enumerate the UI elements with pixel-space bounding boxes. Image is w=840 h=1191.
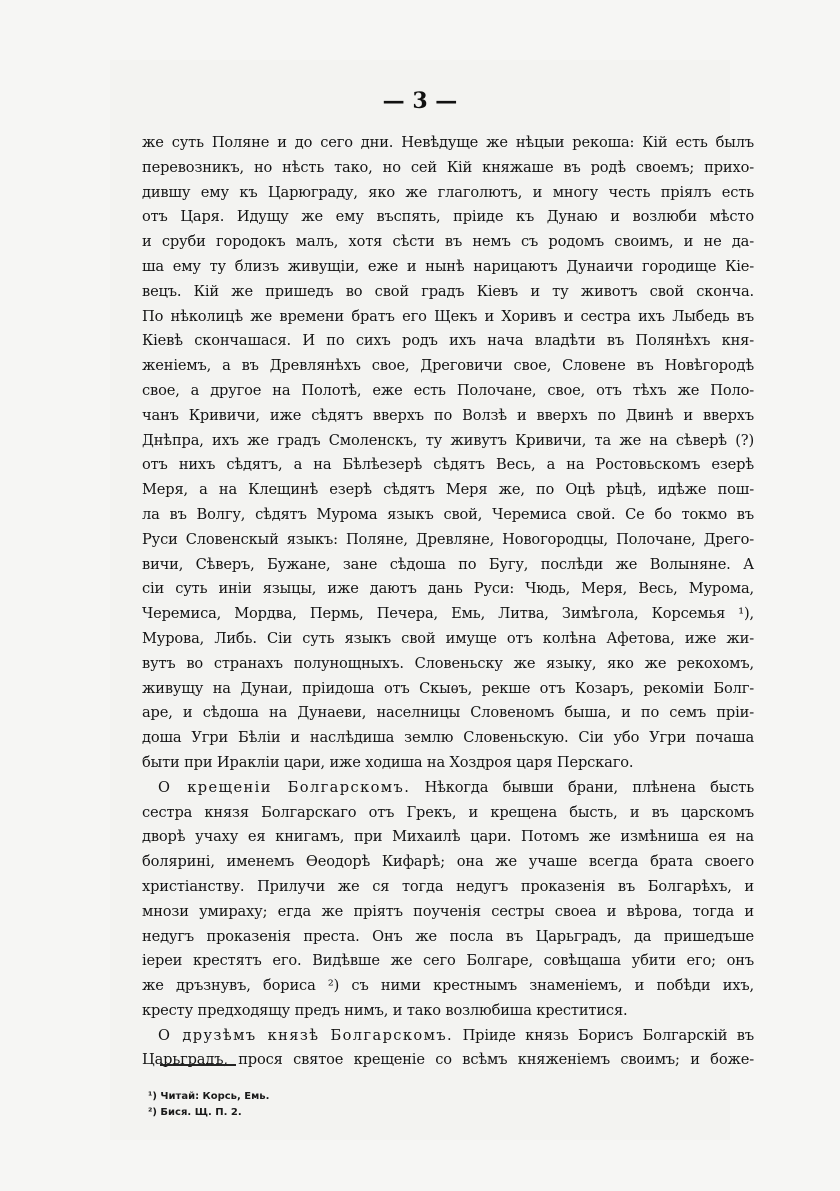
text-line: вутъ во странахъ полунощныхъ. Словеньску же языку, яко же рекохомъ, bbox=[142, 654, 754, 672]
text-line: свое, а другое на Полотѣ, еже есть Полочане, свое, отъ тѣхъ же Поло- bbox=[142, 381, 754, 399]
text-line: ша ему ту близъ живущіи, еже и нынѣ нарицаютъ Дунаичи городище Кіе- bbox=[142, 257, 754, 275]
text-line-fragment: Нѣкогда бывши брани, плѣнена бысть bbox=[424, 778, 754, 796]
text-line: чанъ Кривичи, иже сѣдятъ вверхъ по Волзѣ и вверхъ по Двинѣ и вверхъ bbox=[142, 406, 754, 424]
text-line: отъ нихъ сѣдятъ, а на Бѣлѣезерѣ сѣдятъ Весь, а на Ростовьскомъ езерѣ bbox=[142, 456, 754, 474]
text-line: сестра князя Болгарскаго отъ Грекъ, и крещена бысть, и въ царскомъ bbox=[142, 803, 754, 821]
text-line: іереи крестятъ его. Видѣвше же сего Болгаре, совѣщаша убити его; онъ bbox=[142, 952, 754, 970]
text-line: Руси Словенскый языкъ: Поляне, Древляне, Новогородцы, Полочане, Дрего- bbox=[142, 530, 754, 548]
text-line: Царьградъ, прося святое крещеніе со всѣмъ княженіемъ своимъ; и боже- bbox=[142, 1051, 754, 1069]
text-line: отъ Царя. Идущу же ему въспять, пріиде къ Дунаю и возлюби мѣсто bbox=[142, 208, 754, 226]
text-line: быти при Иракліи цари, иже ходиша на Хоздроя царя Перскаго. bbox=[142, 753, 634, 771]
text-line: же дръзнувъ, бориса ²) съ ними крестнымъ знаменіемъ, и побѣди ихъ, bbox=[142, 977, 754, 995]
text-line: вецъ. Кій же пришедъ во свой градъ Кіевъ и ту животъ свой скончa. bbox=[142, 282, 754, 300]
text-line: Черемиса, Мордва, Пермь, Печера, Емь, Литва, Зимѣгола, Корсемья ¹), bbox=[142, 605, 754, 623]
text-line: христіанству. Прилучи же ся тогда недугъ проказенія въ Болгарѣхъ, и bbox=[142, 877, 754, 895]
section-heading-baptism: О крещеніи Болгарскомъ. bbox=[158, 778, 411, 796]
text-line: же суть Поляне и до сего дни. Невѣдуще же нѣцыи рекоша: Кій есть былъ bbox=[142, 134, 754, 151]
footnote-2: ²) Бися. Щ. П. 2. bbox=[148, 1107, 242, 1118]
text-line: женіемъ, а въ Древлянѣхъ свое, Дреговичи свое, Словене въ Новѣгородѣ bbox=[142, 357, 754, 375]
text-line: Кіевѣ скончашася. И по сихъ родъ ихъ нача владѣти въ Полянѣхъ кня- bbox=[142, 332, 754, 350]
text-line: Мурова, Либь. Сіи суть языкъ свой имуще отъ колѣна Афетова, иже жи- bbox=[142, 629, 754, 647]
text-line: сіи суть иніи языцы, иже даютъ дань Руси: Чюдь, Меря, Весь, Мурома, bbox=[142, 580, 754, 598]
page-number: — 3 — bbox=[382, 88, 458, 114]
text-line: перевозникъ, но нѣсть тако, но сей Кій княжаше въ родѣ своемъ; прихо- bbox=[142, 158, 754, 176]
text-line: Днѣпра, ихъ же градъ Смоленскъ, ту живутъ Кривичи, та же на сѣверѣ (?) bbox=[142, 431, 754, 449]
text-line: дившу ему къ Царюграду, яко же глаголютъ, и многу честь пріялъ есть bbox=[142, 183, 754, 201]
paragraph-3-first-line bbox=[142, 1024, 754, 1049]
text-line-fragment: Пріиде князь Борисъ Болгарскій въ bbox=[462, 1026, 754, 1044]
text-line: доша Угри Бѣліи и наслѣдиша землю Словеньскую. Сіи убо Угри почаша bbox=[142, 729, 754, 747]
paragraph-2-first-line bbox=[142, 776, 754, 801]
text-line: Меря, а на Клещинѣ езерѣ сѣдятъ Меря же, по Оцѣ рѣцѣ, идѣже пош- bbox=[142, 481, 754, 499]
text-line: По нѣколицѣ же времени братъ его Щекъ и Хоривъ и сестра ихъ Лыбедь въ bbox=[142, 307, 754, 325]
text-line: живущу на Дунаи, пріидоша отъ Скыѳъ, рекше отъ Козаръ, рекоміи Болг- bbox=[142, 679, 754, 697]
text-line: мнози умираху; егда же пріятъ поученія сестры своеа и вѣрова, тогда и bbox=[142, 902, 754, 920]
text-line: вичи, Сѣверъ, Бужане, зане сѣдоша по Бугу, послѣди же Волыняне. А bbox=[142, 555, 754, 573]
text-line: и сруби городокъ малъ, хотя сѣсти въ немъ съ родомъ своимъ, и не да- bbox=[142, 233, 754, 251]
text-line: болярині, именемъ Ѳеодорѣ Кифарѣ; она же учаше всегда брата своего bbox=[142, 853, 754, 871]
section-heading-other-prince: О друзѣмъ князѣ Болгарскомъ. bbox=[158, 1026, 454, 1044]
text-line: кресту предходящу предъ нимъ, и тако возлюбиша креститися. bbox=[142, 1001, 628, 1019]
footnote-1: ¹) Читай: Корсь, Емь. bbox=[148, 1091, 270, 1102]
text-line: недугъ проказенія преста. Онъ же посла въ Царьградъ, да пришедъше bbox=[142, 927, 754, 945]
body-text bbox=[142, 131, 754, 1073]
footnote-divider bbox=[160, 1064, 236, 1066]
text-line: дворѣ учаху ея книгамъ, при Михаилѣ цари. Потомъ же измѣниша ея на bbox=[142, 828, 754, 846]
text-line: ла въ Волгу, сѣдятъ Мурома языкъ свой, Черемиса свой. Се бо токмо въ bbox=[142, 505, 754, 523]
text-line: аре, и сѣдоша на Дунаеви, населницы Словеномъ быша, и по семъ пріи- bbox=[142, 704, 754, 722]
footnotes bbox=[148, 1089, 269, 1121]
